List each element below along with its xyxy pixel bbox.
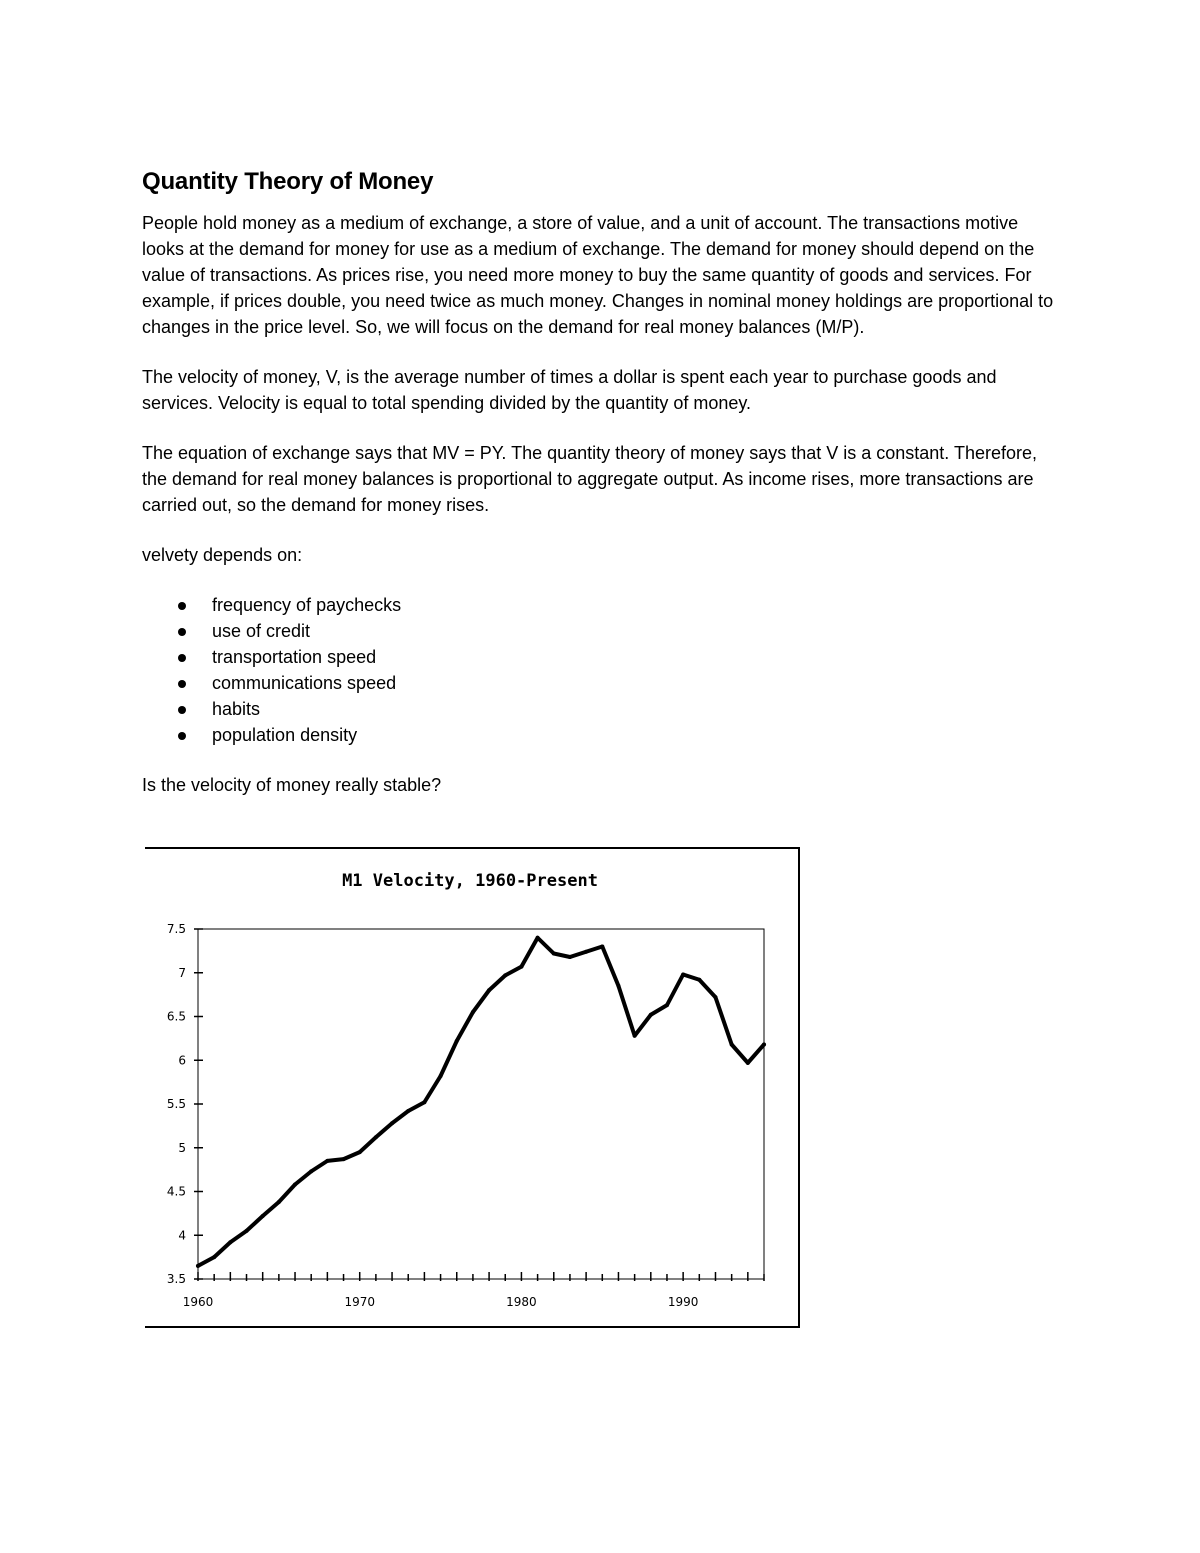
data-point (762, 1043, 766, 1047)
list-item (142, 592, 1062, 618)
list-item-label: habits (212, 699, 261, 719)
data-point (649, 1013, 653, 1017)
bullet-icon (178, 680, 186, 688)
data-point (600, 945, 604, 949)
paragraph-money-demand: People hold money as a medium of exchange, a store of value, and a unit of account. The transactions motive looks at the demand for money for use as a medium of exchange. The demand for money should depend on the value of transactions. As prices rise, you need more money to buy the same quantity of goods and services. For example, if prices double, you need twice as much money. Changes in nominal money holdings are proportional to changes in the price level. So, we will focus on the demand for real money balances (M/P). (142, 213, 1054, 337)
data-point (568, 955, 572, 959)
series-group (196, 936, 766, 1268)
data-point (309, 1169, 313, 1173)
velocity-factors-list (142, 592, 1062, 748)
list-item (142, 618, 1062, 644)
bullet-icon (178, 732, 186, 740)
data-point (665, 1003, 669, 1007)
data-point (503, 973, 507, 977)
data-point (390, 1121, 394, 1125)
data-point (746, 1061, 750, 1065)
y-tick-label: 3.5 (166, 1272, 186, 1286)
bullet-icon (178, 654, 186, 662)
paragraph-velocity-depends: velvety depends on: (142, 545, 303, 565)
data-point (487, 988, 491, 992)
list-item-label: communications speed (212, 673, 397, 693)
chart-title: M1 Velocity, 1960-Present (342, 871, 598, 891)
data-point (358, 1150, 362, 1154)
list-item (142, 670, 1062, 696)
paragraph-equation-of-exchange: The equation of exchange says that MV = PY. The quantity theory of money says that V is a constant. Therefore, the demand for real money balances is proportional to aggregate output. As income rises, more transactions are carried out, so the demand for money rises. (142, 443, 1038, 515)
data-point (471, 1010, 475, 1014)
data-point (196, 1264, 200, 1268)
list-item-label: transportation speed (212, 647, 377, 667)
data-point (293, 1183, 297, 1187)
series-line (198, 938, 764, 1266)
velocity-chart (145, 849, 798, 1328)
y-tick-label: 7 (178, 965, 186, 980)
bullet-icon (178, 628, 186, 636)
data-point (536, 936, 540, 940)
data-point (681, 973, 685, 977)
y-tick-label: 6 (178, 1053, 186, 1068)
data-point (455, 1039, 459, 1043)
y-tick-label: 7.5 (166, 922, 186, 936)
data-point (519, 965, 523, 969)
y-tick-label: 4 (178, 1228, 186, 1243)
data-point (552, 952, 556, 956)
y-tick-label: 5 (178, 1140, 186, 1155)
bullet-icon (178, 706, 186, 714)
data-point (342, 1157, 346, 1161)
data-point (212, 1255, 216, 1259)
data-point (422, 1100, 426, 1104)
list-item (142, 644, 1062, 670)
question-text: Is the velocity of money really stable? (142, 775, 442, 795)
data-point (261, 1214, 265, 1218)
data-point (325, 1159, 329, 1163)
list-item (142, 722, 1062, 748)
y-tick-label: 6.5 (166, 1009, 186, 1024)
data-point (439, 1074, 443, 1078)
data-point (616, 984, 620, 988)
list-item (142, 696, 1062, 722)
list-item-label: frequency of paychecks (212, 595, 402, 615)
x-tick-label: 1960 (182, 1295, 214, 1309)
data-point (730, 1043, 734, 1047)
list-item-label: population density (212, 725, 358, 745)
data-point (245, 1229, 249, 1233)
data-point (374, 1135, 378, 1139)
data-point (584, 950, 588, 954)
data-point (406, 1109, 410, 1113)
page-title: Quantity Theory of Money (142, 168, 434, 195)
x-axis (183, 1272, 764, 1309)
list-item-label: use of credit (212, 621, 311, 641)
data-point (697, 978, 701, 982)
x-tick-label: 1980 (506, 1295, 537, 1309)
data-point (228, 1240, 232, 1244)
document-body (142, 168, 1062, 822)
data-point (633, 1034, 637, 1038)
x-tick-label: 1970 (344, 1295, 375, 1309)
x-tick-label: 1990 (667, 1295, 699, 1309)
y-tick-label: 4.5 (166, 1184, 186, 1199)
data-point (713, 995, 717, 999)
paragraph-velocity: The velocity of money, V, is the average number of times a dollar is spent each year to purchase goods and services. Velocity is equal to total spending divided by the quantity of money. (142, 367, 997, 413)
velocity-chart-frame (145, 847, 800, 1328)
data-point (277, 1200, 281, 1204)
y-tick-label: 5.5 (166, 1097, 186, 1111)
bullet-icon (178, 602, 186, 610)
